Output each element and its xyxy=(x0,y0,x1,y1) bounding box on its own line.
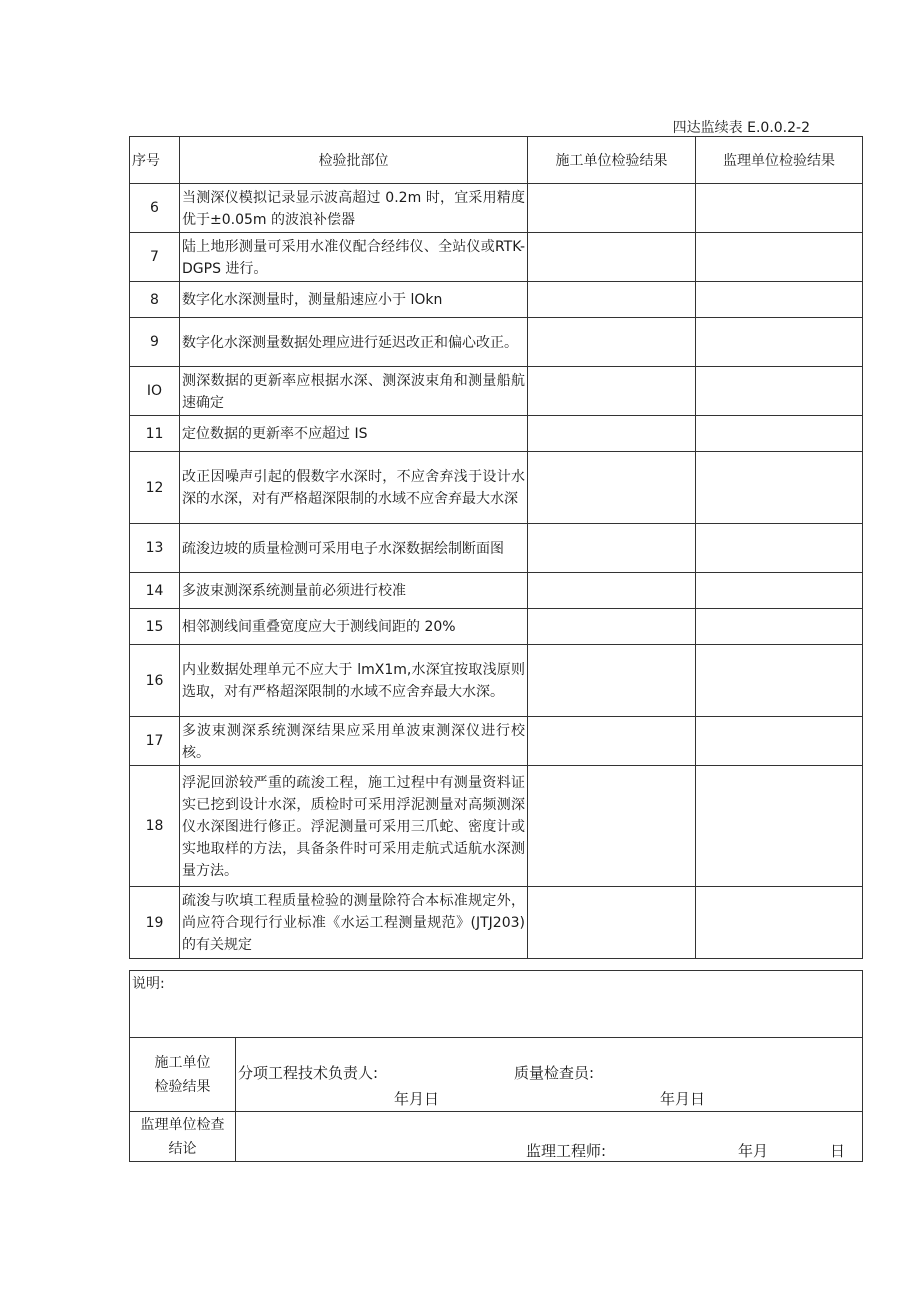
supervisor-result-input[interactable] xyxy=(696,717,863,766)
contractor-result-input[interactable] xyxy=(528,416,696,452)
table-row xyxy=(130,416,863,452)
supervisor-result-input[interactable] xyxy=(696,367,863,416)
supervisor-result-input[interactable] xyxy=(696,318,863,367)
row-number: 11 xyxy=(130,416,180,452)
header-no: 序号 xyxy=(130,137,180,184)
header-contractor: 施工单位检验结果 xyxy=(528,137,696,184)
row-item: 当测深仪模拟记录显示波高超过 0.2m 时，宜采用精度优于±0.05m 的波浪补偿器 xyxy=(180,184,528,233)
table-row xyxy=(130,609,863,645)
row-number: 6 xyxy=(130,184,180,233)
row-item: 多波束测深系统测深结果应采用单波束测深仪进行校核。 xyxy=(180,717,528,766)
row-item: 多波束测深系统测量前必须进行校准 xyxy=(180,573,528,609)
row-item: 相邻测线间重叠宽度应大于测线间距的 20% xyxy=(180,609,528,645)
form-code: 四达监续表 E.0.0.2-2 xyxy=(672,120,810,136)
contractor-result-input[interactable] xyxy=(528,452,696,524)
supervisor-result-input[interactable] xyxy=(696,766,863,887)
contractor-result-input[interactable] xyxy=(528,717,696,766)
supervisor-result-input[interactable] xyxy=(696,184,863,233)
row-item: 浮泥回淤较严重的疏浚工程，施工过程中有测量资料证实已挖到设计水深，质检时可采用浮泥测量对高频测深仪水深图进行修正。浮泥测量可采用三爪蛇、密度计或实地取样的方法，具备条件时可采用走航式适航水深测量方法。 xyxy=(180,766,528,887)
contractor-result-cell[interactable] xyxy=(236,1038,863,1112)
header-supervisor: 监理单位检验结果 xyxy=(696,137,863,184)
supervisor-result-input[interactable] xyxy=(696,609,863,645)
row-number: 15 xyxy=(130,609,180,645)
row-number: 17 xyxy=(130,717,180,766)
date-right: 年月日 xyxy=(660,1090,706,1108)
row-number: 14 xyxy=(130,573,180,609)
row-number: 18 xyxy=(130,766,180,887)
row-item: 疏浚边坡的质量检测可采用电子水深数据绘制断面图 xyxy=(180,524,528,573)
table-row xyxy=(130,573,863,609)
row-number: 7 xyxy=(130,233,180,282)
date-day: 日 xyxy=(830,1142,846,1160)
row-item: 数字化水深测量数据处理应进行延迟改正和偏心改正。 xyxy=(180,318,528,367)
row-item: 测深数据的更新率应根据水深、测深波束角和测量船航速确定 xyxy=(180,367,528,416)
contractor-result-input[interactable] xyxy=(528,524,696,573)
table-row xyxy=(130,645,863,717)
row-number: 19 xyxy=(130,887,180,959)
table-row xyxy=(130,318,863,367)
table-row xyxy=(130,717,863,766)
row-item: 陆上地形测量可采用水准仪配合经纬仪、全站仪或RTK-DGPS 进行。 xyxy=(180,233,528,282)
tech-lead-label: 分项工程技术负责人: xyxy=(238,1064,379,1082)
contractor-result-input[interactable] xyxy=(528,367,696,416)
note-label: 说明: xyxy=(132,976,165,992)
contractor-result-input[interactable] xyxy=(528,887,696,959)
table-row xyxy=(130,282,863,318)
row-item: 定位数据的更新率不应超过 IS xyxy=(180,416,528,452)
table-row xyxy=(130,367,863,416)
table-row xyxy=(130,184,863,233)
row-item: 疏浚与吹填工程质量检验的测量除符合本标准规定外，尚应符合现行行业标准《水运工程测量规范》(JTJ203)的有关规定 xyxy=(180,887,528,959)
row-number: 12 xyxy=(130,452,180,524)
row-number: 16 xyxy=(130,645,180,717)
row-item: 改正因噪声引起的假数字水深时，不应舍弃浅于设计水深的水深，对有严格超深限制的水域不应舍弃最大水深 xyxy=(180,452,528,524)
inspector-label: 质量检查员: xyxy=(514,1064,595,1082)
row-item: 数字化水深测量时，测量船速应小于 lOkn xyxy=(180,282,528,318)
row-number: 8 xyxy=(130,282,180,318)
supervisor-conclusion-label: 监理单位检查结论 xyxy=(130,1112,236,1162)
supervisor-result-input[interactable] xyxy=(696,887,863,959)
table-row xyxy=(130,524,863,573)
row-number: 13 xyxy=(130,524,180,573)
header-row xyxy=(130,137,863,184)
contractor-result-input[interactable] xyxy=(528,184,696,233)
supervisor-result-input[interactable] xyxy=(696,282,863,318)
supervisor-result-input[interactable] xyxy=(696,452,863,524)
supervisor-result-input[interactable] xyxy=(696,416,863,452)
supervisor-result-input[interactable] xyxy=(696,524,863,573)
table-row xyxy=(130,452,863,524)
date-year-month: 年月 xyxy=(738,1142,769,1160)
supervisor-result-input[interactable] xyxy=(696,645,863,717)
header-item: 检验批部位 xyxy=(180,137,528,184)
row-number: IO xyxy=(130,367,180,416)
contractor-result-input[interactable] xyxy=(528,233,696,282)
row-number: 9 xyxy=(130,318,180,367)
row-item: 内业数据处理单元不应大于 lmX1m,水深宜按取浅原则选取，对有严格超深限制的水域不应舍弃最大水深。 xyxy=(180,645,528,717)
contractor-result-input[interactable] xyxy=(528,645,696,717)
table-row xyxy=(130,766,863,887)
table-row xyxy=(130,233,863,282)
date-left: 年月日 xyxy=(394,1090,440,1108)
engineer-label: 监理工程师: xyxy=(526,1142,607,1160)
contractor-result-input[interactable] xyxy=(528,282,696,318)
supervisor-result-input[interactable] xyxy=(696,233,863,282)
contractor-result-input[interactable] xyxy=(528,318,696,367)
contractor-result-input[interactable] xyxy=(528,609,696,645)
sign-off-table xyxy=(129,970,863,1162)
contractor-result-input[interactable] xyxy=(528,573,696,609)
contractor-result-label: 施工单位检验结果 xyxy=(130,1038,236,1112)
inspection-table xyxy=(129,136,863,959)
note-cell[interactable] xyxy=(130,971,863,1038)
contractor-result-input[interactable] xyxy=(528,766,696,887)
supervisor-result-input[interactable] xyxy=(696,573,863,609)
table-row xyxy=(130,887,863,959)
supervisor-conclusion-cell[interactable] xyxy=(236,1112,863,1162)
